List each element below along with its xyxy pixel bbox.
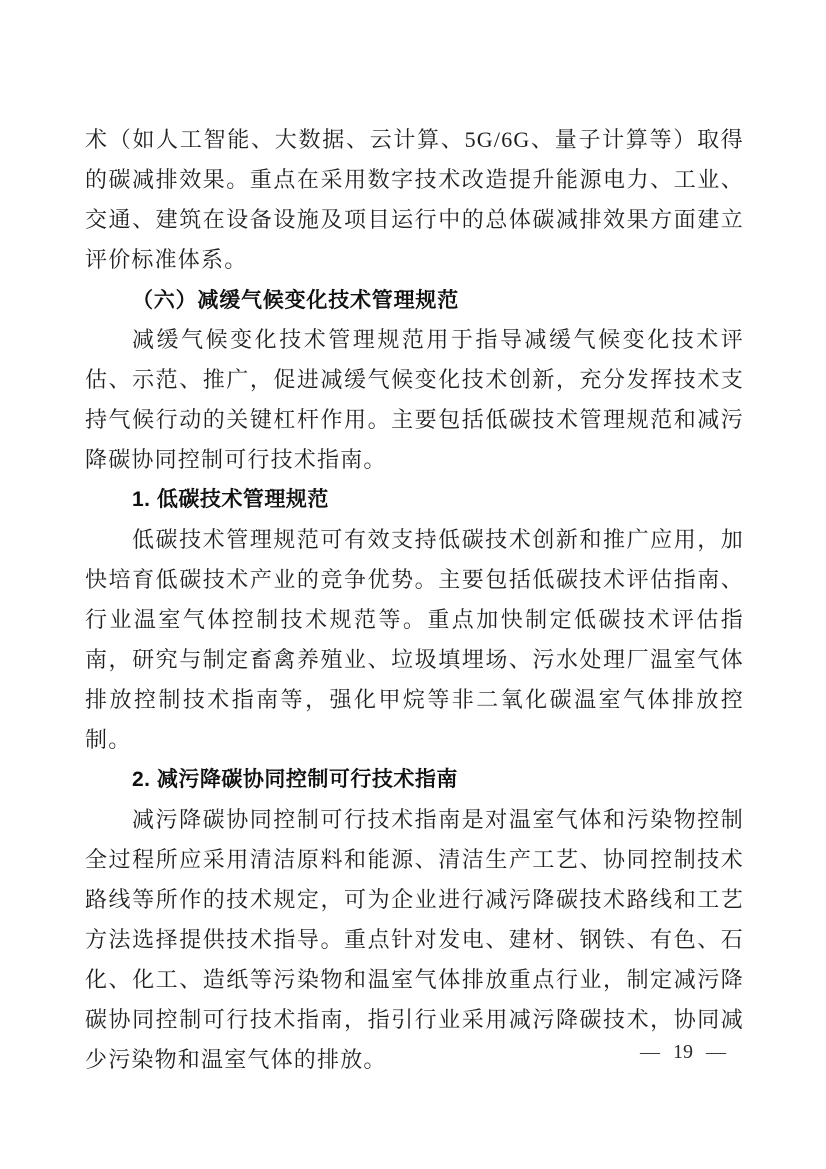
- subsection-heading-2: 2. 减污降碳协同控制可行技术指南: [132, 768, 458, 791]
- paragraph-continuation: 术（如人工智能、大数据、云计算、5G/6G、量子计算等）取得的碳减排效果。重点在采用数字技术改造提升能源电力、工业、交通、建筑在设备设施及项目运行中的总体碳减排效果方面建立评价标准体系。: [85, 127, 744, 272]
- page-number: 19: [673, 1041, 693, 1063]
- subsection-heading-1: 1. 低碳技术管理规范: [132, 488, 329, 511]
- document-body: [85, 120, 744, 1080]
- section-heading: （六）减缓气候变化技术管理规范: [132, 288, 459, 312]
- body-paragraph: 低碳技术管理规范可有效支持低碳技术创新和推广应用，加快培育低碳技术产业的竞争优势。主要包括低碳技术评估指南、行业温室气体控制技术规范等。重点加快制定低碳技术评估指南，研究与制定畜禽养殖业、垃圾填埋场、污水处理厂温室气体排放控制技术指南等，强化甲烷等非二氧化碳温室气体排放控制。: [85, 527, 744, 752]
- page-footer: [640, 1040, 726, 1064]
- body-paragraph: 减缓气候变化技术管理规范用于指导减缓气候变化技术评估、示范、推广，促进减缓气候变化技术创新，充分发挥技术支持气候行动的关键杠杆作用。主要包括低碳技术管理规范和减污降碳协同控制可行技术指南。: [85, 327, 744, 472]
- body-paragraph: 减污降碳协同控制可行技术指南是对温室气体和污染物控制全过程所应采用清洁原料和能源、清洁生产工艺、协同控制技术路线等所作的技术规定，可为企业进行减污降碳技术路线和工艺方法选择提供技术指导。重点针对发电、建材、钢铁、有色、石化、化工、造纸等污染物和温室气体排放重点行业，制定减污降碳协同控制可行技术指南，指引行业采用减污降碳技术，协同减少污染物和温室气体的排放。: [85, 807, 744, 1072]
- footer-right-dash: —: [706, 1041, 726, 1063]
- footer-left-dash: —: [640, 1041, 660, 1063]
